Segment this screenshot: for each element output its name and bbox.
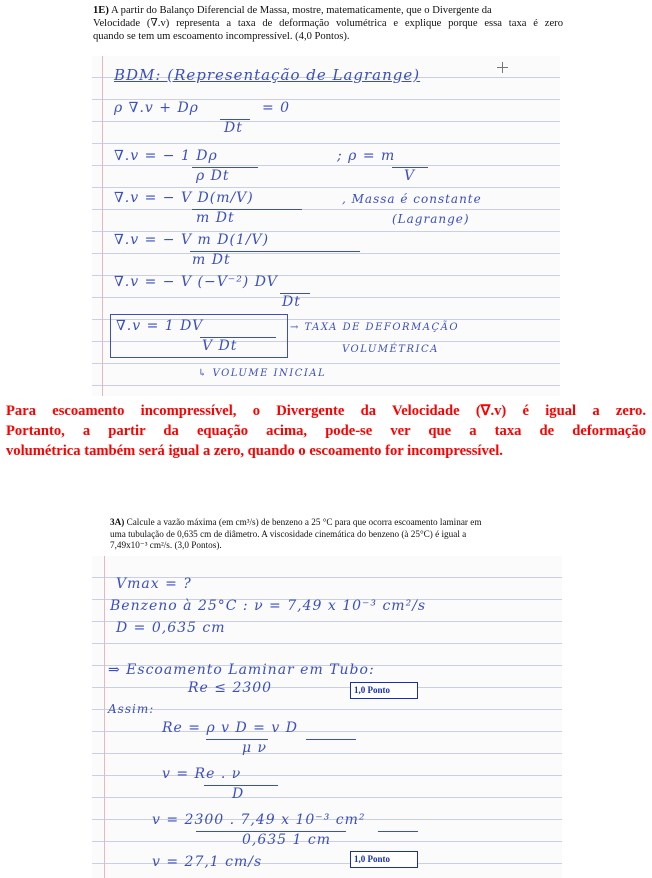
hw-eq1-left: ρ ∇.v + Dρ (114, 100, 199, 116)
score-badge-2: 1,0 Ponto (350, 851, 418, 868)
hw-eq3-left: ∇.v = − V D(m/V) (114, 190, 254, 206)
hw-eq5-den: Dt (282, 294, 301, 310)
hw-3a-l8-den: D (232, 786, 245, 802)
hw-title: BDM: (Representação de Lagrange) (114, 66, 421, 84)
question-3a (110, 517, 550, 552)
hw-eq2-den: ρ Dt (196, 168, 230, 184)
hw-3a-l5: Re ≤ 2300 (188, 680, 273, 696)
hw-eq2-side-den: V (404, 168, 416, 184)
question-3a-line-1: Calcule a vazão máxima (em cm³/s) de benzeno a 25 °C para que ocorra escoamento laminar em (126, 517, 482, 527)
hw-3a-l1: Vmax = ? (116, 576, 192, 592)
hw-3a-l2: Benzeno à 25°C : ν = 7,49 x 10⁻³ cm²/s (110, 598, 427, 614)
hw-eq2-left: ∇.v = − 1 Dρ (114, 148, 218, 164)
question-1e-line-1: A partir do Balanço Diferencial de Massa, mostre, matematicamente, que o Divergente da (110, 5, 492, 16)
hw-3a-l6: Assim: (108, 702, 155, 716)
hw-eq4-den: m Dt (192, 252, 231, 268)
question-3a-line-3: 7,49x10⁻³ cm²/s. (3,0 Pontos). (110, 540, 222, 550)
answer-1e-line-2: Portanto, a partir da equação acima, pode-se ver que a taxa de deformação (6, 423, 646, 439)
hw-eq2-side: ; ρ = m (337, 148, 396, 164)
hw-eq6-note2: VOLUMÉTRICA (342, 344, 439, 355)
hw-eq3-side2: (Lagrange) (392, 212, 470, 226)
question-1e-number: 1E) (93, 5, 109, 16)
hw-eq6-den: V Dt (202, 338, 238, 354)
question-3a-line-2: uma tubulação de 0,635 cm de diâmetro. A viscosidade cinemática do benzeno (à 25°C) é igual a (110, 528, 467, 539)
hw-3a-l8-num: v = Re . ν (162, 766, 242, 782)
hw-eq3-den: m Dt (196, 210, 235, 226)
hw-eq1-right: = 0 (262, 100, 291, 116)
hw-eq6-note: → TAXA DE DEFORMAÇÃO (290, 322, 460, 333)
hw-3a-l9-num: v = 2300 . 7,49 x 10⁻³ cm² (152, 812, 366, 828)
hw-eq5-left: ∇.v = − V (−V⁻²) DV (114, 274, 278, 290)
answer-1e-line-1: Para escoamento incompressível, o Divergente da Velocidade (∇.v) é igual a zero. (6, 403, 646, 419)
crosshair-icon (497, 62, 508, 73)
hw-eq4-left: ∇.v = − V m D(1/V) (114, 232, 270, 248)
question-3a-number: 3A) (110, 517, 125, 527)
hw-eq3-side: , Massa é constante (342, 192, 482, 206)
handwritten-derivation-1e (92, 56, 560, 396)
answer-1e (6, 401, 646, 461)
handwritten-calculation-3a (92, 556, 562, 878)
hw-eq1-den: Dt (224, 120, 243, 136)
hw-3a-l3: D = 0,635 cm (116, 620, 226, 636)
hw-eq6-left: ∇.v = 1 DV (116, 318, 204, 334)
hw-3a-l7-den: μ ν (242, 740, 268, 756)
question-1e-line-3: quando se tem um escoamento incompressível. (4,0 Pontos). (93, 31, 350, 42)
score-badge-1: 1,0 Ponto (350, 682, 418, 699)
answer-1e-line-3: volumétrica também será igual a zero, quando o escoamento for incompressível. (6, 443, 503, 459)
hw-eq6-under: ↳ VOLUME INICIAL (198, 368, 327, 379)
hw-3a-l10: v = 27,1 cm/s (152, 854, 263, 870)
hw-3a-l7-num: Re = ρ v D = v D (162, 720, 298, 736)
question-1e (93, 4, 563, 43)
question-1e-line-2: Velocidade (∇.v) representa a taxa de deformação volumétrica e explique porque essa taxa é zero (93, 18, 563, 29)
hw-3a-l9-den: 0,635 1 cm (242, 832, 332, 848)
hw-3a-l4: ⇒ Escoamento Laminar em Tubo: (108, 662, 375, 678)
